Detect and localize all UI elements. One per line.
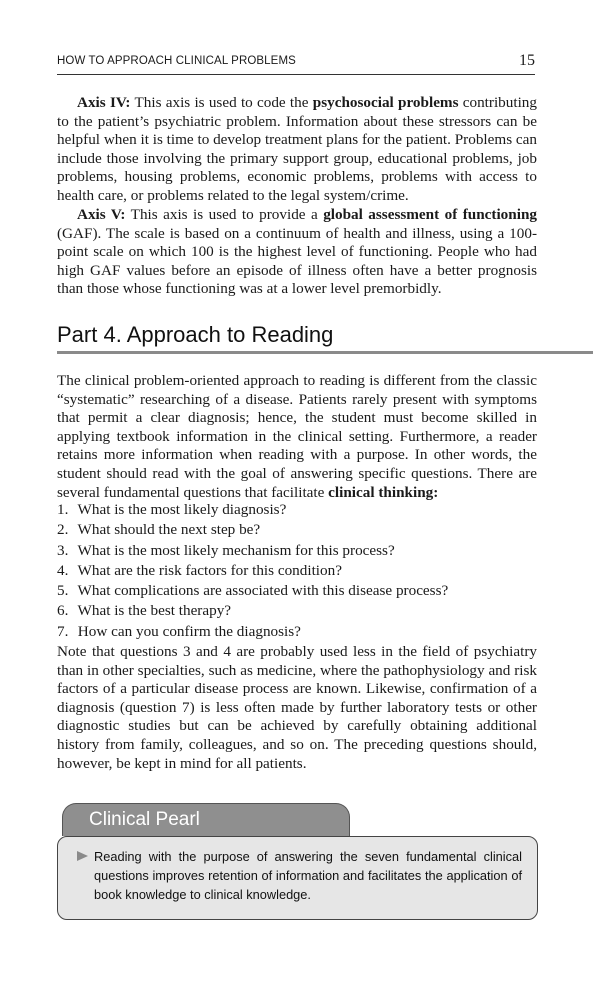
question-number: 2. (57, 521, 69, 539)
axis-iv-text-2: contributing to the patient’s psychiatric problem. Information about these stressors can be helpful when it is time to develop treatment plans for the patient. Problems can include those involving the primary support group, educational problems, job problems, housing problems, economic problems, problems with access to health care, or problems related to the legal system/crime. (57, 94, 537, 204)
note-text: Note that questions 3 and 4 are probably used less in the field of psychiatry than in other specialties, such as medicine, where the pathophysiology and risk factors of a particular disease process are known. Likewise, confirmation of a diagnosis (question 7) is less often made by further laboratory tests or other diagnostic studies but can be achieved by carefully obtaining additional history from family, colleagues, and so on. The preceding questions should, however, be kept in mind for all patients. (57, 643, 537, 772)
clinical-pearl-box (57, 836, 538, 920)
question-number: 7. (57, 622, 69, 640)
arrow-right-icon (77, 851, 88, 861)
list-item (57, 581, 537, 601)
clinical-pearl-title: Clinical Pearl (89, 809, 200, 830)
axis-v-text-1: This axis is used to provide a (125, 206, 324, 223)
questions-list (57, 500, 537, 642)
question-text: What is the most likely mechanism for this process? (77, 541, 395, 559)
question-number: 6. (57, 602, 69, 620)
section-rule (57, 351, 593, 354)
list-item (57, 541, 537, 561)
note-paragraph (57, 643, 537, 773)
axis-v-paragraph (57, 206, 537, 299)
axis-v-text-2: (GAF). The scale is based on a continuum of health and illness, using a 100-point scale on which 100 is the highest level of functioning. People who had high GAF values before an episode of illness often have a better prognosis than those whose functioning was at a lower level premorbidly. (57, 224, 537, 298)
intro-bold-term: clinical thinking: (328, 483, 439, 501)
list-item (57, 520, 537, 540)
question-number: 5. (57, 582, 69, 600)
page-number: 15 (519, 52, 535, 69)
intro-paragraph (57, 372, 537, 502)
question-text: What complications are associated with this disease process? (77, 582, 449, 600)
section-heading: Part 4. Approach to Reading (57, 322, 334, 347)
question-text: What are the risk factors for this condition? (77, 561, 342, 579)
question-number: 3. (57, 541, 69, 559)
running-title: HOW TO APPROACH CLINICAL PROBLEMS (57, 55, 296, 67)
axis-iv-bold-term: psychosocial problems (312, 94, 459, 111)
clinical-pearl-text: Reading with the purpose of answering the seven fundamental clinical questions improves retention of information and facilitates the application of book knowledge to clinical knowledge. (94, 849, 522, 903)
question-text: What is the most likely diagnosis? (77, 501, 287, 518)
question-text: What is the best therapy? (77, 602, 232, 620)
axis-v-label: Axis V: (77, 206, 126, 223)
question-text: How can you confirm the diagnosis? (77, 622, 301, 640)
list-item (57, 601, 537, 621)
list-item (57, 500, 537, 520)
question-number: 4. (57, 561, 69, 579)
axis-iv-paragraph (57, 94, 537, 206)
intro-text: The clinical problem-oriented approach to reading is different from the classic “systematic” researching of a disease. Patients rarely present with symptoms that permit a clear diagnosis; hence, the student must become skilled in applying textbook information in the clinical setting. Furthermore, a reader retains more information when reading with a purpose. In other words, the student should read with the goal of answering specific questions. There are several fundamental questions that facilitate (57, 372, 537, 501)
axis-v-bold-term: global assessment of functioning (323, 206, 537, 223)
clinical-pearl-tab (62, 803, 350, 836)
list-item (57, 561, 537, 581)
axis-iv-label: Axis IV: (77, 94, 131, 111)
running-header (57, 52, 535, 75)
axis-iv-text-1: This axis is used to code the (130, 94, 313, 111)
list-item (57, 622, 537, 642)
question-number: 1. (57, 501, 69, 518)
question-text: What should the next step be? (77, 521, 261, 539)
